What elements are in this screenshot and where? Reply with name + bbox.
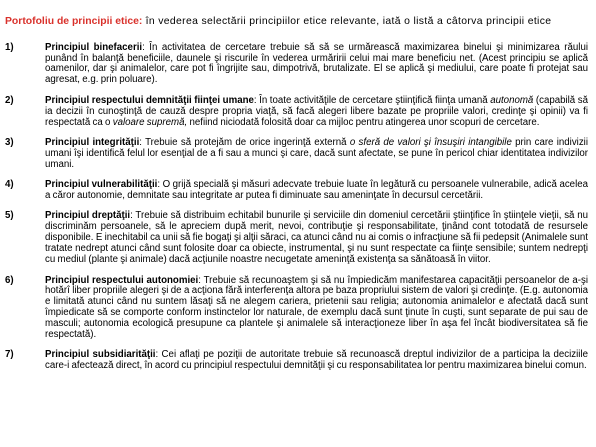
item-emphasis: o sferă de valori şi însuşiri intangibile — [349, 136, 512, 148]
item-text — [45, 96, 588, 129]
list-item-integritatii — [5, 138, 588, 171]
item-description: : Trebuie să distribuim echitabil bunurile şi serviciile din domeniul cercetării ştiinţifice în ştiinţele vieţii, să nu discriminăm persoanele, să le apreciem după merit, nevoi, contribuţie şi responsabilitate, ţinând cont totodată de resursele disponibile. E inechitabil ca unii să fie bogaţi şi alţii săraci, ca atunci când nu ai comis o infracţiune să fii pedepsit (Animalele sunt tratate nedrept atunci când sunt folosite doar ca obiecte, instrumental, şi nu sunt respectate ca fiinţe sensibile; suntem nedrepţi cu mediul (plante şi animale) dacă acţiunile noastre necugetate ameninţă existenţa sa sănătoasă în viitor. — [45, 210, 588, 266]
intro-heading: Portofoliu de principii etice: — [5, 16, 143, 27]
item-emphasis: autonomă — [490, 94, 534, 106]
list-item-subsidiaritatii — [5, 350, 588, 372]
list-item-binefacerii — [5, 43, 588, 87]
item-description: : Cei aflaţi pe poziţii de autoritate trebuie să recunoască dreptul indivizilor de a participa la deciziile care-i afectează direct, în acord cu principiul respectului demnităţii şi cu responsabilitatea lor pentru maximizarea binelui comun. — [45, 349, 588, 372]
item-description: : O grijă specială şi măsuri adecvate trebuie luate în legătură cu persoanele vulnerabile, adică acelea a căror autonomie, demnitate sau integritate ar putea fi diminuate sau ameninţate în decursul cercetării. — [45, 179, 588, 202]
intro-paragraph — [5, 16, 588, 28]
item-description: prin care indivizii umani îşi identifică felul lor esenţial de a fi sau a munci şi care, dacă sunt afectate, se pune în pericol chiar identitatea indivizilor umani. — [45, 136, 588, 170]
principles-list — [5, 43, 588, 373]
item-description: (capabilă să ia decizii în cunoştinţă de cauză despre propria viaţă, să facă alegeri libere bazate pe propriile valori, credinţe şi opinii) va fi respectată ca o — [45, 94, 588, 128]
list-item-dreptatii — [5, 211, 588, 266]
item-term: Principiul respectului demnităţii fiinţei umane — [45, 94, 254, 106]
item-number: 7) — [5, 349, 14, 361]
item-text — [45, 138, 588, 171]
item-number: 6) — [5, 274, 14, 286]
item-term: Principiul respectului autonomiei — [45, 274, 199, 286]
item-number: 5) — [5, 210, 14, 222]
item-term: Principiul integrităţii — [45, 136, 140, 148]
item-term: Principiul dreptăţii — [45, 210, 131, 222]
item-text — [45, 276, 588, 341]
item-emphasis: valoare supremă, — [112, 116, 188, 128]
item-number: 3) — [5, 136, 14, 148]
intro-text: în vederea selectării principiilor etice relevante, iată o listă a câtorva principii etice — [142, 16, 552, 27]
list-item-vulnerabilitatii — [5, 180, 588, 202]
item-text — [45, 180, 588, 202]
item-text — [45, 43, 588, 87]
item-term: Principiul binefacerii — [45, 41, 143, 53]
item-description: nefiind niciodată folosită doar ca mijloc pentru atingerea unor scopuri de cercetare. — [187, 116, 540, 128]
item-description: : În toate activităţile de cercetare ştiinţifică fiinţa umană — [253, 94, 491, 106]
item-number: 4) — [5, 179, 14, 191]
item-term: Principiul vulnerabilităţii — [45, 179, 158, 191]
item-text — [45, 350, 588, 372]
list-item-autonomiei — [5, 276, 588, 341]
item-description: : Trebuie să protejăm de orice ingerinţă externă — [139, 136, 350, 148]
item-description: : Trebuie să recunoaştem şi să nu împiedicăm manifestarea capacităţii persoanelor de a-şi hotărî liber propriile alegeri şi de a acţiona fără interferenţa altora pe baza propriului sistem de valori şi credinţe. (E.g. autonomia e limitată atunci când nu suntem lăsaţi să ne alegem cariera, prietenii sau religia; autonomia animalelor e afectată dacă sunt împiedicate să se comporte conform instinctelor lor naturale, de exemplu dacă sunt ţinute în cuşti, sunt separate de pui sau de masculi; autonomia ecologică presupune ca plantele şi animalele să interacţioneze liber în aşa fel încât biodiversitatea să fie respectată). — [45, 274, 588, 341]
item-text — [45, 211, 588, 266]
item-number: 1) — [5, 41, 14, 53]
item-description: : În activitatea de cercetare trebuie să să se urmărească maximizarea binelui şi minimizarea răului punând în balanţă beneficiile, daunele şi riscurile în vederea urmăririi celui mai mare beneficiu net. (Acest principiu se aplică oamenilor, dar şi animalelor, care pot fi îngrijite sau, dimpotrivă, brutalizate. El se aplică şi mediului, care poate fi protejat sau agresat, e.g. prin poluare). — [45, 41, 588, 86]
item-term: Principiul subsidiarităţii — [45, 349, 156, 361]
item-number: 2) — [5, 94, 14, 106]
list-item-demnitatii — [5, 96, 588, 129]
